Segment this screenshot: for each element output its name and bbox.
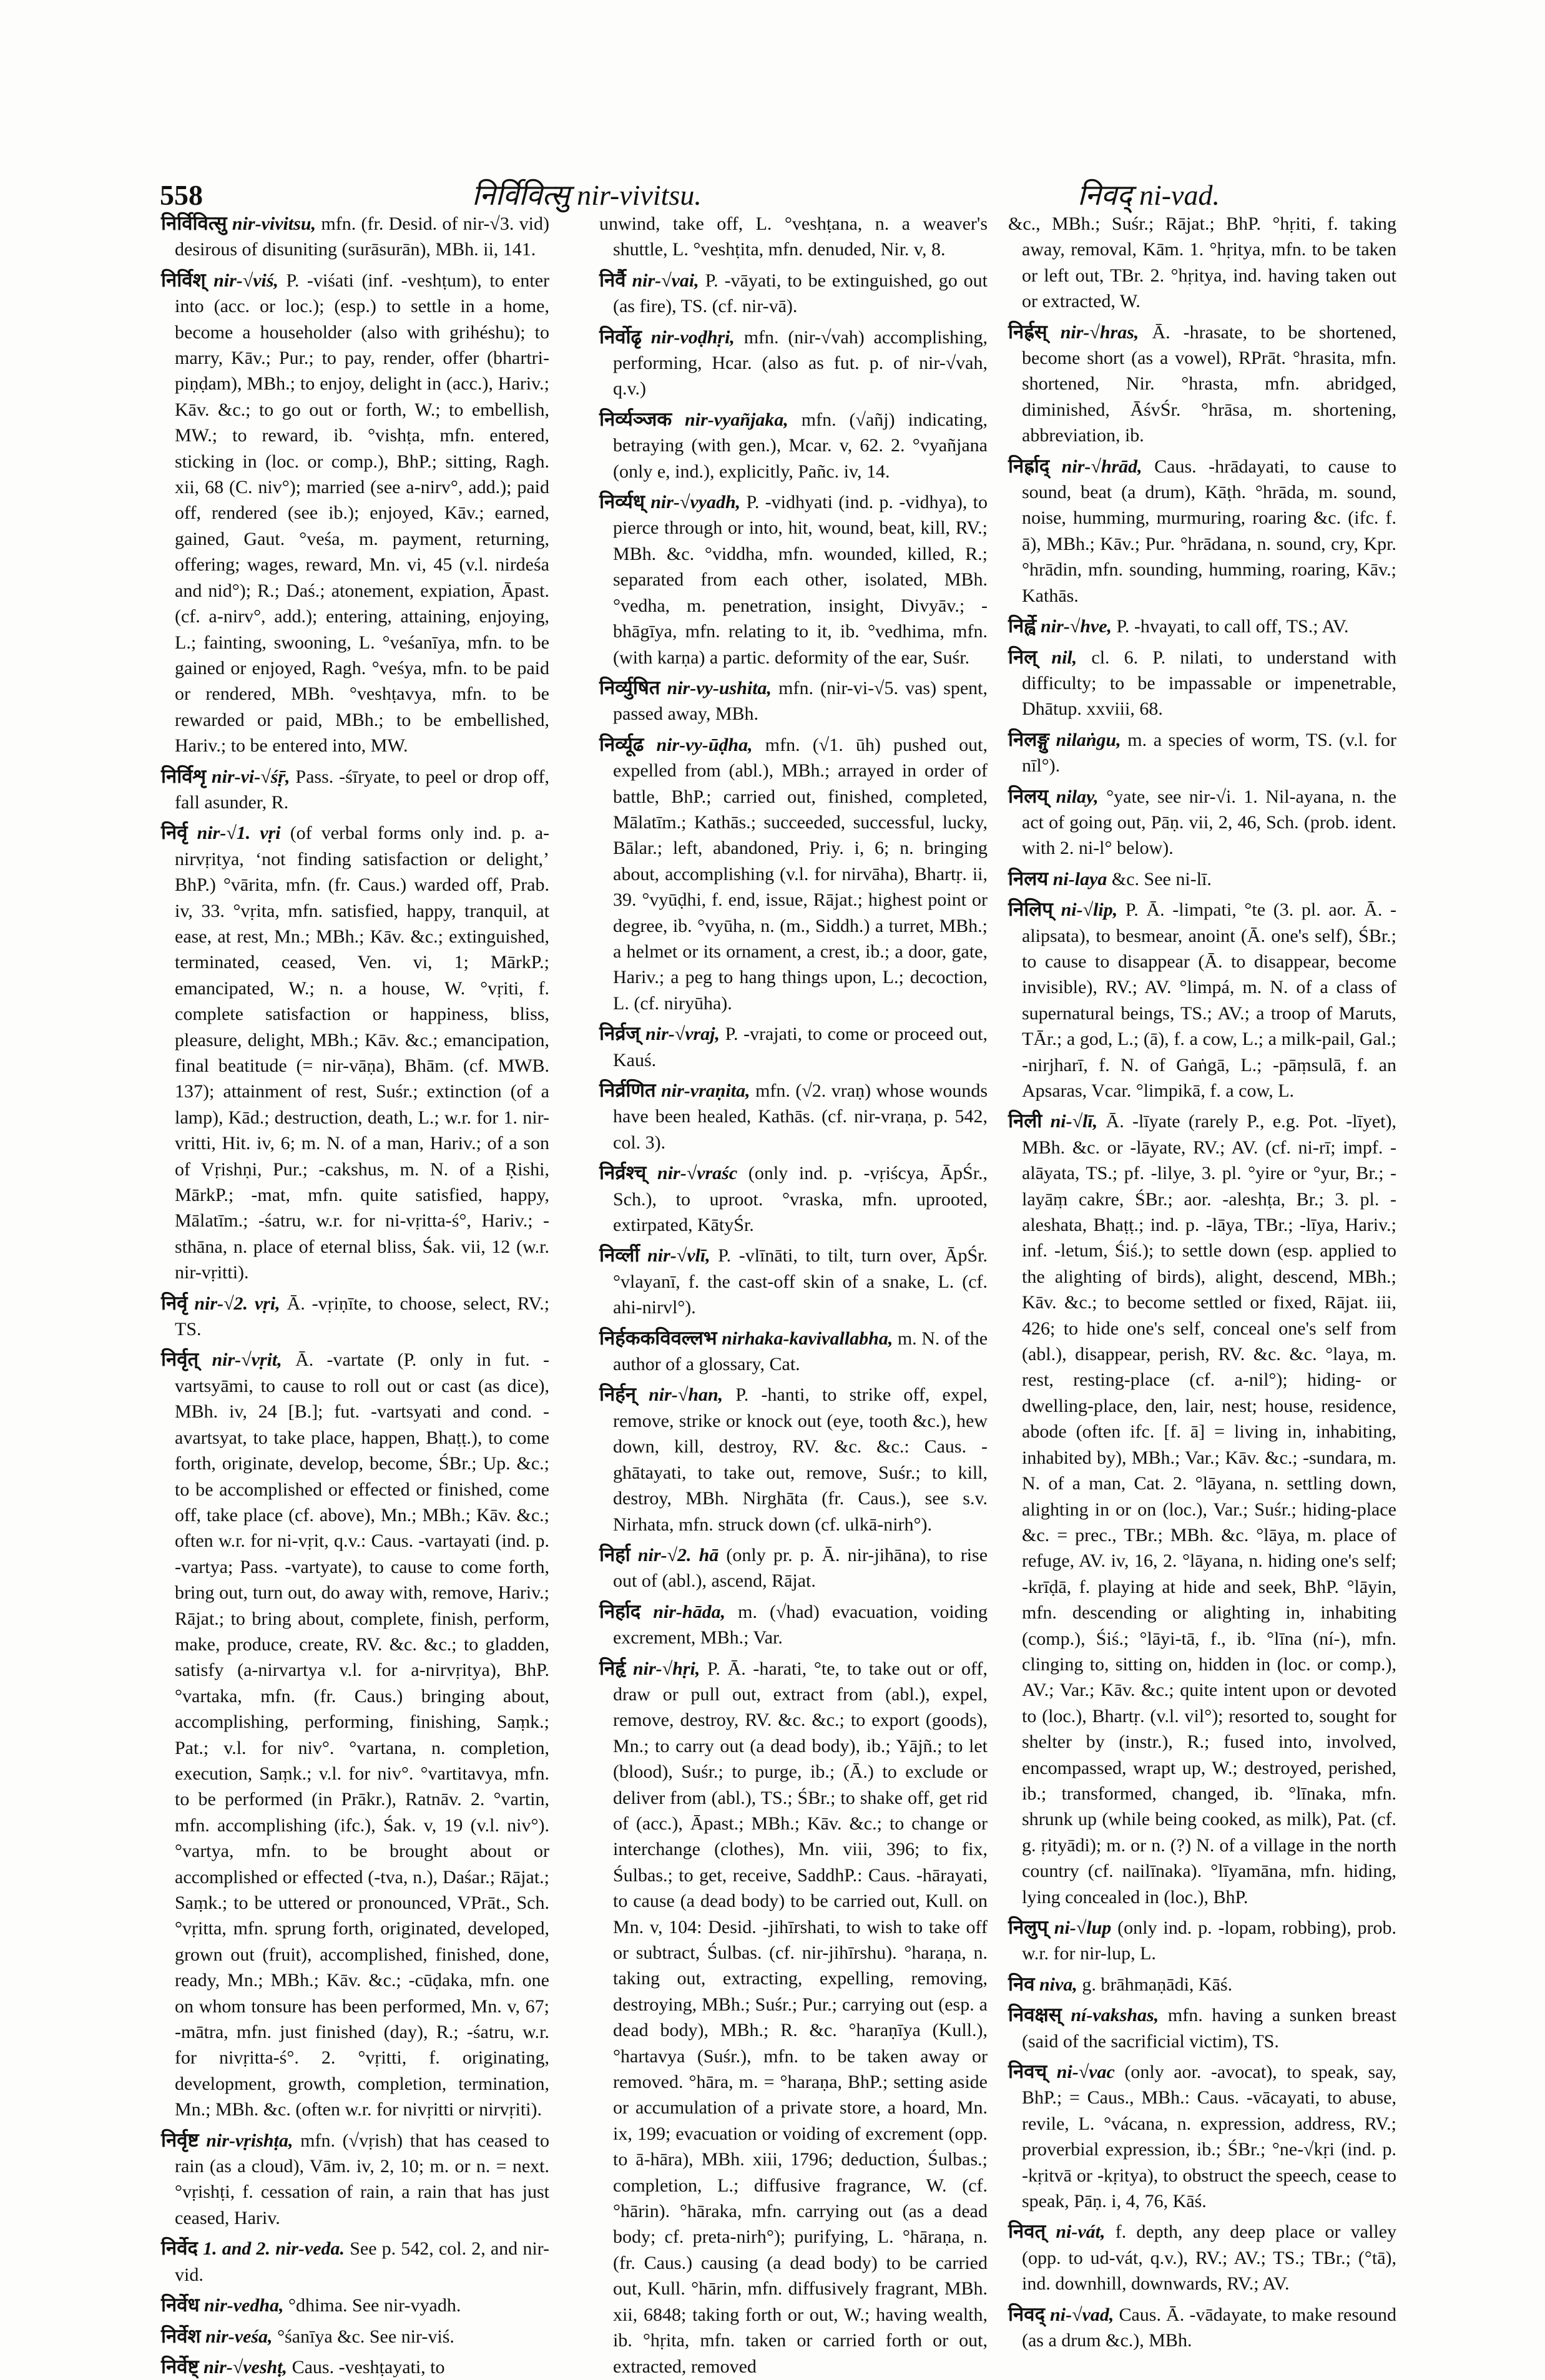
devanagari-headword: निर्व्रणित (599, 1079, 656, 1102)
devanagari-headword: निर्वोढृ (599, 325, 642, 348)
dictionary-entry (599, 325, 988, 402)
transliterated-headword: nirhaka-kavivallabha, (722, 1328, 893, 1349)
transliterated-headword: nilay, (1056, 786, 1099, 807)
dictionary-entry (599, 1078, 988, 1155)
devanagari-headword: निर्ह्रस् (1008, 320, 1047, 343)
dictionary-entry (599, 268, 988, 320)
transliterated-headword: nilaṅgu, (1056, 729, 1121, 750)
devanagari-headword: निर्वेश (161, 2324, 201, 2348)
entry-definition: cl. 6. P. nilati, to understand with difficulty; to be impassable or impenetrable, Dhātup. xxviii, 68. (1022, 647, 1397, 720)
dictionary-entry (1008, 320, 1396, 449)
devanagari-headword: निर्ह्वे (1008, 615, 1036, 638)
entry-definition: (only ind. p. -vṛiścya, ĀpŚr., Sch.), to uproot. °vraska, mfn. uprooted, extirpated, KātyŚr. (613, 1163, 988, 1236)
right-running-headword: निवद् ni-vad. (1077, 179, 1220, 211)
entry-definition: mfn. (nir-vi-√5. vas) spent, passed away, MBh. (613, 677, 988, 725)
page-number: 558 (160, 179, 203, 211)
transliterated-headword: ni-vát, (1056, 2221, 1106, 2243)
entry-definition: g. brāhmaṇādi, Kāś. (1082, 1974, 1233, 1995)
entry-definition: Pass. -śīryate, to peel or drop off, fall asunder, R. (175, 766, 549, 813)
entry-definition: (only aor. -avocat), to speak, say, BhP.; = Caus., MBh.: Caus. -vācayati, to abuse, revile, L. °vácana, n. expression, address, RV.; proverbial expression, ib.; ŚBr.; °ne-√kṛi (ind. p. -kṛitvā or -kṛitya), to obstruct the speech, cease to speak, Pāṇ. i, 4, 76, Kāś. (1022, 2062, 1397, 2212)
dictionary-entry (161, 2236, 549, 2288)
devanagari-headword: निर्विवित्सु (161, 212, 227, 235)
entry-definition: Ā. -vṛiṇīte, to choose, select, RV.; TS. (175, 1293, 550, 1340)
entry-definition: f. depth, any deep place or valley (opp. to ud-vát, q.v.), RV.; AV.; TS.; TBr.; (°tā), ind. downhill, downwards, RV.; AV. (1022, 2221, 1397, 2294)
devanagari-headword: निर्हककविवल्लभ (599, 1326, 717, 1349)
entry-definition: (only ind. p. -lopam, robbing), prob. w.r. for nir-lup, L. (1022, 1917, 1397, 1964)
dictionary-entry (161, 764, 549, 816)
entry-definition: mfn. (fr. Desid. of nir-√3. vid) desirous of disuniting (surāsurān), MBh. ii, 141. (175, 213, 549, 260)
devanagari-headword: निर्हा (599, 1543, 630, 1566)
entry-definition: mfn. (nir-√vah) accomplishing, performing, Hcar. (also as fut. p. of nir-√vah, q.v.) (613, 326, 988, 399)
dictionary-entry (1008, 211, 1396, 315)
transliterated-headword: nir-√vṛit, (212, 1349, 282, 1371)
dictionary-entry (1008, 2002, 1396, 2054)
transliterated-headword: nir-√hrād, (1061, 456, 1142, 477)
transliterated-headword: nir-√veshṭ, (204, 2356, 288, 2378)
entry-definition: m. (√had) evacuation, voiding excrement, MBh.; Var. (613, 1601, 988, 1648)
entry-definition: P. Ā. -harati, °te, to take out or off, draw or pull out, extract from (abl.), expel, remove, destroy, RV. &c. &c.; to export (goods), Mn.; to carry out (a dead body), ib.; Yājñ.; to let (blood), Suśr.; to purge, ib.; (Ā.) to exclude or deliver from (abl.), TS.; ŚBr.; to shake off, get rid of (acc.), Āpast.; MBh.; Kāv. &c.; to change or interchange (clothes), Mn. viii, 396; to fix, Śulbas.; to get, receive, SaddhP.: Caus. -hārayati, to cause (a dead body) to be carried out, Kull. on Mn. v, 104: Desid. -jihīrshati, to wish to take off or subtract, Śulbas. (cf. nir-jihīrshu). °haraṇa, n. taking out, extracting, expelling, removing, destroying, MBh.; Suśr.; Pur.; carrying out (esp. a dead body), MBh.; R. &c. °haraṇīya (Kull.), °hartavya (Suśr.), mfn. to be taken away or removed. °hāra, m. = °haraṇa, BhP.; setting aside or accumulation of a private store, a hoard, Mn. ix, 199; evacuation or voiding of excrement (opp. to ā-hāra), MBh. xiii, 1796; deduction, Śulbas.; completion, L.; diffusive fragrance, W. (cf. °hārin). °hāraka, mfn. carrying out (as a dead body; cf. preta-nirh°); purifying, L. °hāraṇa, n. (fr. Caus.) causing (a dead body) to be carried out, Kull. °hārin, mfn. diffusively fragrant, MBh. xii, 6848; taking forth or out, W.; having wealth, ib. °hṛita, mfn. taken or carried forth or out, extracted, removed (613, 1658, 988, 2377)
entry-definition: &c., MBh.; Suśr.; Rājat.; BhP. °hṛiti, f. taking away, removal, Kām. 1. °hṛitya, mfn. to be taken or left out, TBr. 2. °hṛitya, ind. having taken out or extracted, W. (1008, 213, 1396, 312)
transliterated-headword: nir-√vai, (632, 270, 699, 291)
devanagari-headword: निवक्षस् (1008, 2004, 1062, 2027)
devanagari-headword: निर्व्रज् (599, 1022, 640, 1046)
dictionary-entry (1008, 2219, 1396, 2296)
transliterated-headword: ni-√lup (1054, 1917, 1112, 1938)
entry-definition: P. -hvayati, to call off, TS.; AV. (1116, 616, 1349, 637)
entry-definition: Ā. -līyate (rarely P., e.g. Pot. -līyet), MBh. &c. or -lāyate, RV.; AV. (cf. ni-rī; impf. -alāyata, TS.; pf. -lilye, 3. pl. °yire or °yur, Br.; -layāṃ cakre, ŚBr.; aor. -aleshṭa, Br.; 3. pl. -aleshata, Bhaṭṭ.; ind. p. -lāya, TBr.; -līya, Hariv.; inf. -letum, Śiś.); to settle down (esp. applied to the alighting of birds), alight, descend, MBh.; Kāv. &c.; to become settled or fixed, Rājat. iii, 426; to hide one's self, conceal one's self from (abl.), disappear, perish, RV. &c. &c. °laya, m. rest, resting-place (cf. a-nil°); hiding- or dwelling-place, den, lair, nest; house, residence, abode (often ifc. [f. ā] = living in, inhabiting, inhabited by), MBh.; Var.; Kāv. &c.; -sundara, m. N. of a man, Cat. 2. °lāyana, n. settling down, alighting in or on (loc.), Var.; Suśr.; hiding-place &c. = prec., TBr.; MBh. &c. °lāya, m. place of refuge, AV. iv, 16, 2. °lāyana, n. hiding one's self; -krīḍā, f. playing at hide and seek, BhP. °lāyin, mfn. descending or alighting in, inhabiting (comp.), Śiś.; °lāyi-tā, f., ib. °līna (ní-), mfn. clinging to, sitting on, hidden in (loc. or comp.), AV.; Var.; Kāv. &c.; quite intent upon or devoted to (loc.), Bhartṛ. (v.l. vil°); resorted to, sought for shelter by (instr.), R.; fused into, involved, encompassed, wrapt up, W.; destroyed, perished, ib.; transformed, changed, ib. °līnaka, mfn. shrunk up (while being cooked, as milk), Pat. (cf. g. ṛityādi); m. or n. (?) N. of a village in the north country (cf. nailīnaka). °līyamāna, mfn. hiding, lying concealed in (loc.), BhP. (1022, 1111, 1396, 1907)
transliterated-headword: ni-√vad, (1050, 2304, 1114, 2325)
transliterated-headword: nir-√hras, (1060, 321, 1139, 343)
entry-definition: mfn. (√vṛish) that has ceased to rain (as a cloud), Vām. iv, 2, 10; m. or n. = next. °vṛishṭi, f. cessation of rain, a rain that has just ceased, Hariv. (175, 2130, 549, 2228)
devanagari-headword: निर्वेध (161, 2294, 200, 2317)
transliterated-headword: nir-√vyadh, (650, 492, 741, 513)
devanagari-headword: निलुप् (1008, 1916, 1048, 1939)
dictionary-entry (1008, 1915, 1396, 1967)
transliterated-headword: nir-√vraj, (645, 1024, 720, 1045)
entry-definition: (only pr. p. Ā. nir-jihāna), to rise out of (abl.), ascend, Rājat. (613, 1544, 988, 1592)
entry-definition: P. -vidhyati (ind. p. -vidhya), to pierce through or into, hit, wound, beat, kill, RV.; MBh. &c. °viddha, mfn. wounded, killed, R.; separated from each other, isolated, MBh. °vedha, m. penetration, insight, Divyāv.; -bhāgīya, mfn. relating to it, ib. °vedhima, mfn. (with karṇa) a partic. deformity of the ear, Suśr. (613, 492, 988, 668)
devanagari-headword: निर्वृष्ट (161, 2128, 199, 2152)
devanagari-headword: निर्व्यूढ (599, 733, 644, 756)
entry-definition: °dhima. See nir-vyadh. (288, 2295, 461, 2316)
dictionary-entry (161, 2354, 549, 2380)
transliterated-headword: ni-√vac (1056, 2062, 1115, 2083)
left-running-headword: निर्विवित्सु nir-vivitsu. (472, 179, 702, 211)
entry-definition: Caus. Ā. -vādayate, to make resound (as a drum &c.), MBh. (1022, 2304, 1396, 2351)
entry-definition: mfn. (√2. vraṇ) whose wounds have been healed, Kathās. (cf. nir-vraṇa, p. 542, col. 3). (613, 1080, 988, 1153)
dictionary-entry (1008, 866, 1396, 892)
dictionary-entry (161, 2324, 549, 2349)
dictionary-entry (599, 732, 988, 1016)
entry-definition: °yate, see nir-√i. 1. Nil-ayana, n. the act of going out, Pāṇ. vii, 2, 46, Sch. (prob. ident. with 2. ni-l° below). (1022, 786, 1396, 859)
devanagari-headword: निलय (1008, 867, 1049, 890)
devanagari-headword: निर्वृत् (161, 1348, 199, 1371)
transliterated-headword: nir-√1. vṛi (197, 823, 281, 844)
dictionary-entry (1008, 1972, 1396, 1997)
transliterated-headword: nir-vy-ūḍha, (656, 734, 753, 755)
dictionary-entry (599, 1021, 988, 1073)
devanagari-headword: निर्व्यञ्जक (599, 408, 672, 431)
entry-definition: m. a species of worm, TS. (v.l. for nīl°). (1022, 729, 1397, 776)
transliterated-headword: ni-√lip, (1061, 899, 1118, 921)
dictionary-entry (161, 268, 549, 759)
devanagari-headword: निलङ्गु (1008, 728, 1049, 751)
transliterated-headword: nir-√han, (649, 1384, 723, 1406)
devanagari-headword: निर्वै (599, 268, 626, 291)
devanagari-headword: निर्वृ (161, 1291, 188, 1315)
dictionary-entry (161, 1347, 549, 2122)
dictionary-entry (1008, 454, 1396, 609)
entry-definition: mfn. having a sunken breast (said of the sacrificial victim), TS. (1022, 2005, 1397, 2052)
dictionary-entry (599, 1326, 988, 1378)
entry-definition: mfn. (√añj) indicating, betraying (with gen.), Mcar. v, 62. 2. °vyañjana (only e, ind.), explicitly, Pañc. iv, 14. (613, 409, 988, 482)
devanagari-headword: निवद् (1008, 2303, 1045, 2326)
devanagari-headword: निवत् (1008, 2220, 1046, 2243)
transliterated-headword: ní-vakshas, (1071, 2005, 1159, 2026)
devanagari-headword: निर्हृ (599, 1657, 626, 1680)
dictionary-entry (161, 1291, 549, 1343)
dictionary-entry (599, 489, 988, 670)
devanagari-headword: निर्वृ (161, 821, 188, 845)
devanagari-headword: निर्व्रश्च् (599, 1162, 647, 1185)
transliterated-headword: nir-√viś, (213, 270, 279, 291)
dictionary-entry (161, 820, 549, 1285)
transliterated-headword: nir-√hve, (1041, 616, 1112, 637)
dictionary-entry (1008, 614, 1396, 639)
dictionary-entry (599, 1542, 988, 1594)
entry-definition: (of verbal forms only ind. p. a-nirvṛitya, ‘not finding satisfaction or delight,’ BhP.) °vārita, mfn. (fr. Caus.) warded off, Prab. iv, 33. °vṛita, mfn. satisfied, happy, tranquil, at ease, at rest, Mn.; MBh.; Kāv. &c.; extinguished, terminated, ceased, Ven. vi, 1; MārkP.; emancipated, W.; n. a house, W. °vṛiti, f. complete satisfaction or happiness, bliss, pleasure, delight, MBh.; Kāv. &c.; emancipation, final beatitude (= nir-vāṇa), Bhām. (cf. MWB. 137); attainment of rest, Suśr.; extinction (of a lamp), Kād.; destruction, death, L.; w.r. for 1. nir-vritti, Hit. iv, 6; m. N. of a man, Hariv.; of a son of Vṛishṇi, Pur.; -cakshus, m. N. of a Ṛishi, MārkP.; -mat, mfn. quite satisfied, happy, Mālatīm.; -śatru, w.r. for ni-vṛitta-ś°, Hariv.; -sthāna, n. place of eternal bliss, Śak. vii, 12 (w.r. nir-vṛitti). (175, 823, 550, 1283)
transliterated-headword: nir-vy-ushita, (667, 677, 772, 698)
transliterated-headword: ni-laya (1052, 868, 1107, 889)
entry-definition: Caus. -veshṭayati, to (292, 2356, 445, 2378)
transliterated-headword: ni-√lī, (1050, 1111, 1098, 1132)
entry-definition: &c. See ni-lī. (1111, 868, 1212, 889)
transliterated-headword: niva, (1039, 1974, 1077, 1995)
entry-definition: Ā. -hrasate, to be shortened, become short (as a vowel), RPrāt. °hrasita, mfn. shortened, Nir. °hrasta, mfn. abridged, diminished, ĀśvŚr. °hrāsa, m. shortening, abbreviation, ib. (1022, 321, 1396, 446)
dictionary-entry (1008, 645, 1396, 722)
dictionary-entry (1008, 784, 1396, 861)
transliterated-headword: nir-vivitsu, (232, 213, 316, 234)
transliterated-headword: nil, (1051, 647, 1077, 668)
transliterated-headword: nir-vi-√śṝ, (211, 766, 290, 787)
devanagari-headword: निवच् (1008, 2060, 1047, 2084)
entry-definition: P. Ā. -limpati, °te (3. pl. aor. Ā. -alipsata), to besmear, anoint (Ā. one's self), ŚBr.; to cause to disappear (Ā. to disappear, become invisible), RV.; AV. °limpá, m. N. of a class of supernatural beings, TS.; AV.; a troop of Maruts, TĀr.; a god, L.; (ā), f. a cow, L.; a milk-pail, Gal.; -nirjharī, f. N. of Gaṅgā, L.; -pāṃsulā, f. an Apsaras, Vcar. °limpikā, f. a cow, L. (1022, 899, 1396, 1101)
column-2 (599, 211, 988, 2377)
devanagari-headword: निर्विश् (161, 268, 206, 291)
entry-definition: P. -vlīnāti, to tilt, turn over, ĀpŚr. °vlayanī, f. the cast-off skin of a snake, L. (cf. ahi-nirvl°). (613, 1245, 988, 1318)
devanagari-headword: निली (1008, 1110, 1042, 1133)
dictionary-entry (161, 2128, 549, 2231)
column-1 (161, 211, 550, 2378)
entry-definition: m. N. of the author of a glossary, Cat. (613, 1328, 988, 1375)
devanagari-headword: निर्ह्राद् (1008, 454, 1050, 477)
dictionary-entry (599, 211, 988, 263)
dictionary-entry (599, 407, 988, 484)
dictionary-entry (599, 1243, 988, 1320)
dictionary-entry (1008, 897, 1396, 1104)
transliterated-headword: nir-√vlī, (647, 1245, 710, 1266)
devanagari-headword: निलिप् (1008, 898, 1053, 921)
dictionary-entry (1008, 1109, 1396, 1910)
dictionary-entry (599, 1160, 988, 1238)
devanagari-headword: निर्व्ली (599, 1244, 640, 1267)
devanagari-headword: निर्व्युषित (599, 676, 660, 699)
devanagari-headword: निर्वेद (161, 2237, 198, 2260)
transliterated-headword: nir-vedha, (204, 2295, 284, 2316)
dictionary-entry (1008, 727, 1396, 779)
transliterated-headword: nir-vṛishṭa, (206, 2130, 293, 2151)
entry-definition: P. -viśati (inf. -veshṭum), to enter into (acc. or loc.); (esp.) to settle in a home, become a householder (also with grihéshu); to marry, Kāv.; Pur.; to pay, render, offer (bhartri-piṇḍam), MBh.; to enjoy, delight in (acc.), Hariv.; Kāv. &c.; to go out or forth, W.; to embellish, MW.; to reward, ib. °vishṭa, mfn. entered, sticking in (loc. or comp.), BhP.; sitting, Ragh. xii, 68 (C. niv°); married (see a-nirv°, add.); paid off, rendered (see ib.); enjoyed, Kāv.; earned, gained, Gaut. °veśa, m. payment, returning, offering; wages, reward, Mn. vi, 45 (v.l. nirdeśa and nid°); R.; Daś.; atonement, expiation, Āpast. (cf. a-nirv°, add.); entering, attaining, enjoying, L.; fainting, swooning, L. °veśanīya, mfn. to be gained or enjoyed, Ragh. °veśya, mfn. to be paid or rendered, MBh. °veshṭavya, mfn. to be rewarded or paid, MBh.; to be embellished, Hariv.; to be entered into, MW. (175, 270, 550, 757)
dictionary-entry (1008, 2059, 1396, 2214)
dictionary-entry (599, 1382, 988, 1537)
devanagari-headword: निर्वेष्ट् (161, 2355, 199, 2378)
devanagari-headword: निल् (1008, 645, 1037, 668)
dictionary-entry (599, 1599, 988, 1651)
entry-definition: P. -vāyati, to be extinguished, go out (as fire), TS. (cf. nir-vā). (613, 270, 988, 317)
entry-definition: mfn. (√1. ūh) pushed out, expelled from (abl.), MBh.; arrayed in order of battle, BhP.; carried out, finished, completed, Mālatīm.; Kathās.; succeeded, successful, lucky, Bālar.; left, abandoned, Priy. i, 6; n. bringing about, accomplishing (v.l. for nirvāha), Bhartṛ. ii, 39. °vyūḍhi, f. end, issue, Rājat.; highest point or degree, ib. °vyūha, n. (m., Siddh.) a turret, MBh.; a helmet or its ornament, a crest, ib.; a door, gate, Hariv.; a peg to hang things upon, L.; decoction, L. (cf. niryūha). (613, 734, 988, 1014)
dictionary-entry (161, 211, 549, 263)
transliterated-headword: nir-voḍhṛi, (650, 326, 735, 348)
devanagari-headword: निर्विशृ (161, 765, 207, 788)
entry-definition: °śanīya &c. See nir-viś. (277, 2326, 454, 2347)
transliterated-headword: 1. and 2. nir-veda. (203, 2238, 345, 2260)
entry-definition: Caus. -hrādayati, to cause to sound, beat (a drum), Kāṭh. °hrāda, m. sound, noise, humming, murmuring, roaring &c. (ifc. f. ā), MBh.; Kāv.; Pur. °hrādana, n. sound, cry, Kpr. °hrādin, mfn. sounding, humming, roaring, Kāv.; Kathās. (1022, 456, 1396, 606)
column-3 (1008, 211, 1397, 2351)
dictionary-entry (161, 2293, 549, 2318)
devanagari-headword: निर्हन् (599, 1383, 636, 1406)
devanagari-headword: निव (1008, 1972, 1035, 1996)
dictionary-entry (1008, 2302, 1396, 2354)
transliterated-headword: nir-vraṇita, (661, 1080, 750, 1101)
entry-definition: P. -vrajati, to come or proceed out, Kauś. (613, 1024, 988, 1070)
entry-definition: Ā. -vartate (P. only in fut. -vartsyāmi, to cause to roll out or cast (as dice), MBh. iv, 24 [B.]; fut. -vartsyati and cond. -avartsyat, to take place, happen, Bhaṭṭ.), to come forth, originate, develop, become, ŚBr.; Up. &c.; to be accomplished or effected or finished, come off, take place (cf. above), Mn.; MBh.; Kāv. &c.; often w.r. for ni-vṛit, q.v.: Caus. -vartayati (ind. p. -vartya; Pass. -vartyate), to cause to come forth, bring out, turn out, do away with, remove, Hariv.; Rājat.; to bring about, complete, finish, perform, make, produce, create, RV. &c. &c.; to gladden, satisfy (a-nirvartya v.l. for a-nirvṛitya), BhP. °vartaka, mfn. (fr. Caus.) bringing about, accomplishing, performing, finishing, Saṃk.; Pat.; v.l. for niv°. °vartana, n. completion, execution, Saṃk.; v.l. for niv°. °vartitavya, mfn. to be performed (in Prākr.), Ratnāv. 2. °vartin, mfn. accomplishing (ifc.), Śak. v, 19 (v.l. niv°). °vartya, mfn. to be brought about or accomplished or effected (-tva, n.), Daśar.; Rājat.; Saṃk.; to be uttered or pronounced, VPrāt., Sch. °vṛitta, mfn. sprung forth, originated, developed, grown out (fruit), accomplished, finished, done, ready, Mn.; MBh.; Kāv. &c.; -cūḍaka, mfn. one on whom tonsure has been performed, Mn. v, 67; -mātra, mfn. just finished (day), R.; -śatru, w.r. for nivṛitta-ś°. 2. °vṛitti, f. originating, development, growth, completion, termination, Mn.; MBh. &c. (often w.r. for nivṛitti or nirvṛiti). (175, 1349, 550, 2120)
dictionary-entry (599, 675, 988, 727)
transliterated-headword: nir-√hṛi, (632, 1658, 700, 1679)
entry-definition: P. -hanti, to strike off, expel, remove, strike or knock out (eye, tooth &c.), hew down, kill, destroy, RV. &c. &c.: Caus. -ghātayati, to take out, remove, Suśr.; to kill, destroy, MBh. Nirghāta (fr. Caus.), see s.v. Nirhata, mfn. struck down (cf. ulkā-nirh°). (613, 1384, 988, 1535)
transliterated-headword: nir-√2. vṛi, (194, 1293, 280, 1314)
transliterated-headword: nir-veśa, (205, 2326, 273, 2347)
devanagari-headword: निर्व्यध् (599, 491, 645, 514)
entry-definition: unwind, take off, L. °veshṭana, n. a weaver's shuttle, L. °veshṭita, mfn. denuded, Nir. v, 8. (599, 213, 988, 260)
entry-definition: See p. 542, col. 2, and nir-vid. (175, 2238, 550, 2285)
devanagari-headword: निर्हाद (599, 1600, 641, 1623)
transliterated-headword: nir-√vraśc (657, 1163, 738, 1184)
transliterated-headword: nir-√2. hā (637, 1544, 719, 1565)
devanagari-headword: निलय् (1008, 785, 1049, 808)
transliterated-headword: nir-vyañjaka, (685, 409, 788, 430)
dictionary-entry (599, 1656, 988, 2379)
transliterated-headword: nir-hāda, (653, 1601, 726, 1622)
